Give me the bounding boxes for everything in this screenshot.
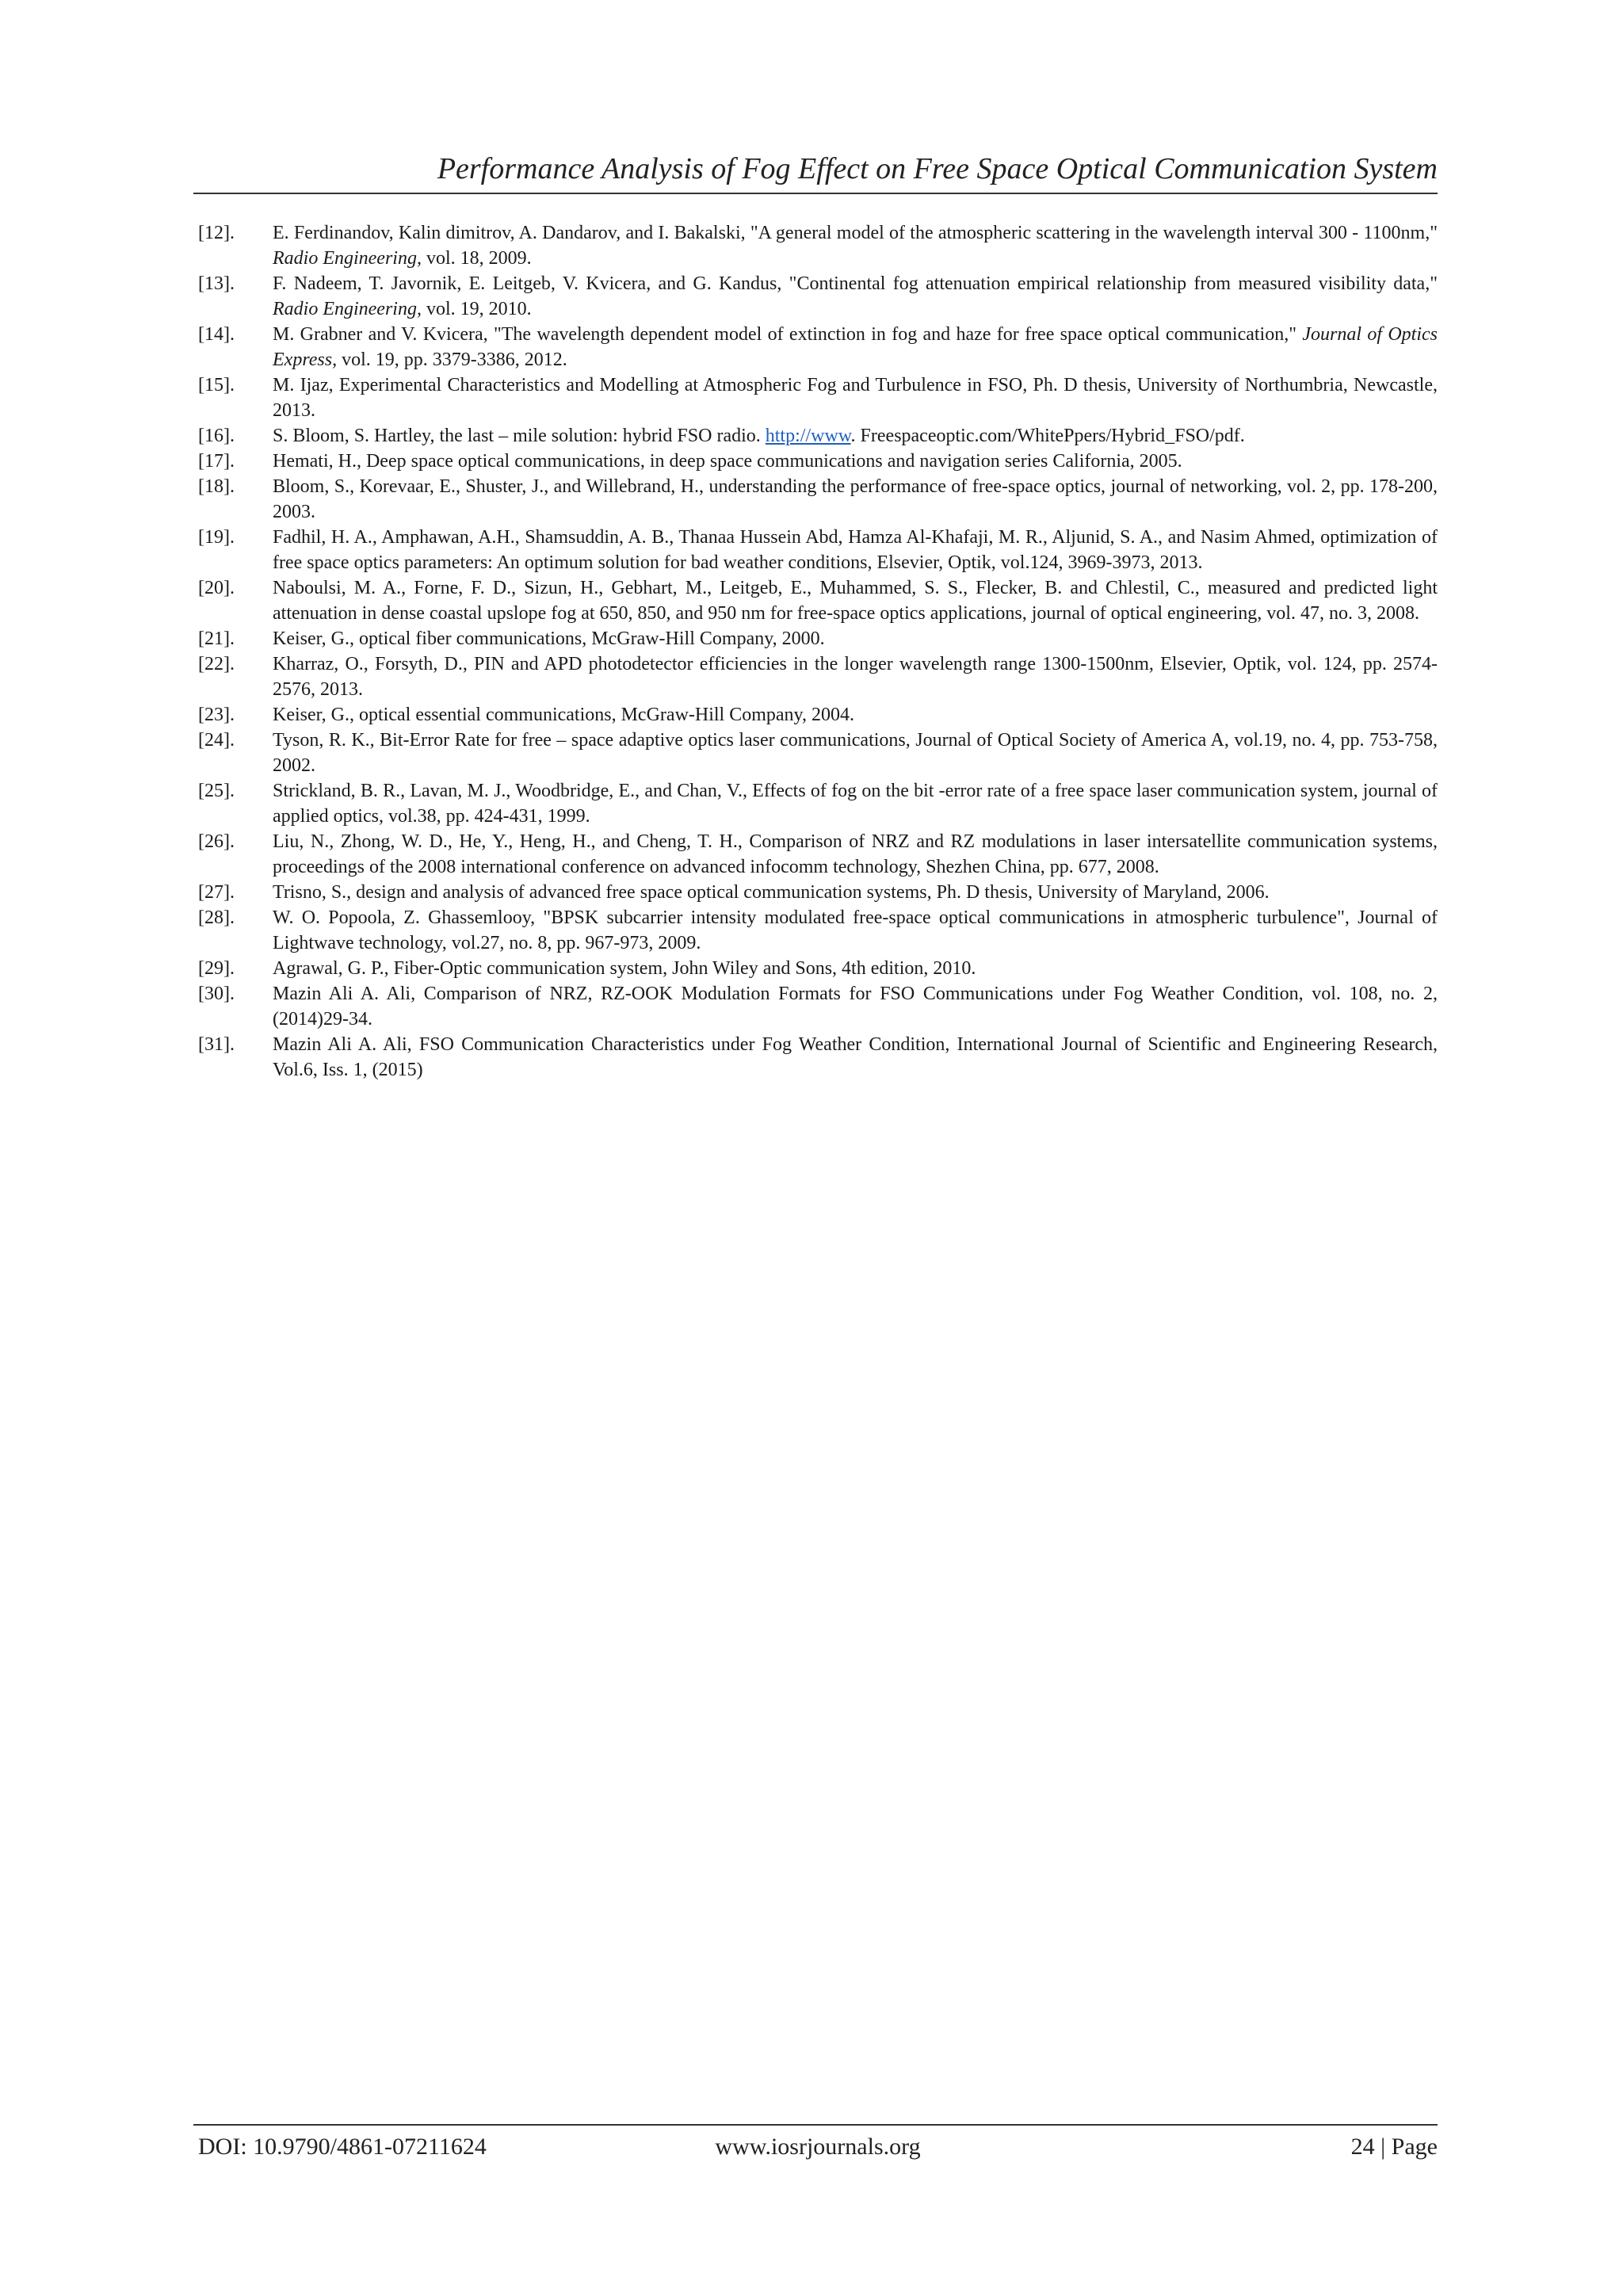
- reference-number: [12].: [198, 223, 235, 243]
- reference-number: [17].: [198, 451, 235, 472]
- reference-text-segment: Kharraz, O., Forsyth, D., PIN and APD photodetector efficiencies in the longer wavelength range 1300-1500nm, Elsevier, Optik, vol. 124, pp. 2574-2576, 2013.: [273, 654, 1438, 700]
- reference-number: [14].: [198, 324, 235, 345]
- reference-text: [273, 882, 1270, 903]
- reference-number: [21].: [198, 628, 235, 649]
- reference-link[interactable]: http://www: [765, 426, 851, 446]
- reference-item: [198, 575, 1438, 626]
- reference-text: [273, 831, 1438, 877]
- reference-text-segment: Keiser, G., optical essential communications, McGraw-Hill Company, 2004.: [273, 705, 854, 725]
- footer-divider: [193, 2124, 1438, 2126]
- reference-item: [198, 702, 1438, 728]
- reference-item: [198, 322, 1438, 372]
- reference-item: [198, 271, 1438, 322]
- reference-number: [23].: [198, 705, 235, 725]
- reference-text: [273, 984, 1438, 1030]
- reference-text-segment: E. Ferdinandov, Kalin dimitrov, A. Dandarov, and I. Bakalski, "A general model of the atmospheric scattering in the wavelength interval 300 - 1100nm,": [273, 223, 1438, 243]
- reference-source-title: Radio Engineering,: [273, 248, 422, 269]
- reference-text-segment: Agrawal, G. P., Fiber-Optic communication system, John Wiley and Sons, 4th edition, 2010.: [273, 958, 976, 979]
- reference-item: [198, 778, 1438, 829]
- reference-number: [24].: [198, 730, 235, 751]
- reference-text-segment: Naboulsi, M. A., Forne, F. D., Sizun, H., Gebhart, M., Leitgeb, E., Muhammed, S. S., Flecker, B. and Chlestil, C., measured and predicted light attenuation in dense coastal upslope fog at 650, 850, and 950 nm for free-space optics applications, journal of optical engineering, vol. 47, no. 3, 2008.: [273, 578, 1438, 624]
- reference-source-title: Radio Engineering,: [273, 299, 422, 319]
- reference-text-segment: . Freespaceoptic.com/WhitePpers/Hybrid_FSO/pdf.: [850, 426, 1245, 446]
- reference-text: [273, 426, 1245, 446]
- reference-item: [198, 728, 1438, 778]
- reference-number: [18].: [198, 476, 235, 497]
- reference-text-segment: M. Grabner and V. Kvicera, "The wavelength dependent model of extinction in fog and haze for free space optical communication,": [273, 324, 1303, 345]
- reference-item: [198, 525, 1438, 575]
- reference-text-segment: Fadhil, H. A., Amphawan, A.H., Shamsuddin, A. B., Thanaa Hussein Abd, Hamza Al-Khafaji, M. R., Aljunid, S. A., and Nasim Ahmed, optimization of free space optics parameters: An optimum solution for bad weather conditions, Elsevier, Optik, vol.124, 3969-3973, 2013.: [273, 527, 1438, 573]
- reference-text-segment: vol. 18, 2009.: [421, 248, 532, 269]
- reference-text-segment: Liu, N., Zhong, W. D., He, Y., Heng, H., and Cheng, T. H., Comparison of NRZ and RZ modulations in laser intersatellite communication systems, proceedings of the 2008 international conference on advanced infocomm technology, Shezhen China, pp. 677, 2008.: [273, 831, 1438, 877]
- reference-text-segment: Keiser, G., optical fiber communications, McGraw-Hill Company, 2000.: [273, 628, 825, 649]
- reference-text: [273, 451, 1182, 472]
- reference-text: [273, 705, 854, 725]
- reference-number: [25].: [198, 781, 235, 801]
- reference-number: [27].: [198, 882, 235, 903]
- reference-item: [198, 474, 1438, 525]
- reference-text: [273, 223, 1438, 269]
- reference-item: [198, 981, 1438, 1032]
- reference-number: [22].: [198, 654, 235, 674]
- reference-text: [273, 527, 1438, 573]
- reference-text-segment: Hemati, H., Deep space optical communications, in deep space communications and navigation series California, 2005.: [273, 451, 1182, 472]
- reference-text-segment: Mazin Ali A. Ali, FSO Communication Characteristics under Fog Weather Condition, International Journal of Scientific and Engineering Research, Vol.6, Iss. 1, (2015): [273, 1034, 1438, 1080]
- reference-text-segment: vol. 19, 2010.: [421, 299, 532, 319]
- footer-journal-site: www.iosrjournals.org: [715, 2134, 921, 2160]
- reference-item: [198, 829, 1438, 880]
- reference-number: [19].: [198, 527, 235, 548]
- reference-text-segment: S. Bloom, S. Hartley, the last – mile solution: hybrid FSO radio.: [273, 426, 766, 446]
- reference-item: [198, 905, 1438, 956]
- reference-text-segment: Tyson, R. K., Bit-Error Rate for free – space adaptive optics laser communications, Journal of Optical Society of America A, vol.19, no. 4, pp. 753-758, 2002.: [273, 730, 1438, 776]
- reference-source-title: Journal of Optics Express,: [273, 324, 1438, 370]
- reference-text-segment: vol. 19, pp. 3379-3386, 2012.: [337, 350, 567, 370]
- reference-text-segment: W. O. Popoola, Z. Ghassemlooy, "BPSK subcarrier intensity modulated free-space optical communications in atmospheric turbulence", Journal of Lightwave technology, vol.27, no. 8, pp. 967-973, 2009.: [273, 907, 1438, 953]
- reference-text: [273, 958, 976, 979]
- reference-text: [273, 730, 1438, 776]
- reference-number: [28].: [198, 907, 235, 928]
- reference-item: [198, 626, 1438, 651]
- reference-item: [198, 1032, 1438, 1083]
- reference-text-segment: M. Ijaz, Experimental Characteristics and Modelling at Atmospheric Fog and Turbulence in FSO, Ph. D thesis, University of Northumbria, Newcastle, 2013.: [273, 375, 1438, 421]
- footer-page-number: 24 | Page: [1350, 2134, 1438, 2160]
- reference-text: [273, 781, 1438, 827]
- reference-text-segment: F. Nadeem, T. Javornik, E. Leitgeb, V. Kvicera, and G. Kandus, "Continental fog attenuation empirical relationship from measured visibility data,": [273, 273, 1438, 294]
- reference-number: [13].: [198, 273, 235, 294]
- reference-item: [198, 880, 1438, 905]
- reference-number: [26].: [198, 831, 235, 852]
- header-divider: [193, 193, 1438, 194]
- reference-number: [31].: [198, 1034, 235, 1055]
- reference-number: [29].: [198, 958, 235, 979]
- reference-text: [273, 476, 1438, 522]
- reference-list: [198, 220, 1438, 1083]
- reference-text: [273, 1034, 1438, 1080]
- reference-text: [273, 628, 825, 649]
- reference-number: [16].: [198, 426, 235, 446]
- reference-text-segment: Mazin Ali A. Ali, Comparison of NRZ, RZ-OOK Modulation Formats for FSO Communications under Fog Weather Condition, vol. 108, no. 2, (2014)29-34.: [273, 984, 1438, 1030]
- reference-item: [198, 956, 1438, 981]
- reference-number: [20].: [198, 578, 235, 598]
- reference-text: [273, 907, 1438, 953]
- reference-item: [198, 651, 1438, 702]
- running-header-title: Performance Analysis of Fog Effect on Free Space Optical Communication System: [437, 152, 1438, 185]
- reference-text: [273, 654, 1438, 700]
- reference-number: [15].: [198, 375, 235, 395]
- reference-item: [198, 220, 1438, 271]
- reference-text-segment: Strickland, B. R., Lavan, M. J., Woodbridge, E., and Chan, V., Effects of fog on the bit -error rate of a free space laser communication system, journal of applied optics, vol.38, pp. 424-431, 1999.: [273, 781, 1438, 827]
- reference-text: [273, 273, 1438, 319]
- reference-text-segment: Bloom, S., Korevaar, E., Shuster, J., and Willebrand, H., understanding the performance of free-space optics, journal of networking, vol. 2, pp. 178-200, 2003.: [273, 476, 1438, 522]
- reference-item: [198, 423, 1438, 449]
- reference-text-segment: Trisno, S., design and analysis of advanced free space optical communication systems, Ph. D thesis, University of Maryland, 2006.: [273, 882, 1270, 903]
- reference-text: [273, 578, 1438, 624]
- reference-item: [198, 449, 1438, 474]
- page-footer: [198, 2129, 1438, 2165]
- reference-text: [273, 324, 1438, 370]
- footer-doi: DOI: 10.9790/4861-07211624: [198, 2134, 487, 2160]
- reference-item: [198, 372, 1438, 423]
- reference-text: [273, 375, 1438, 421]
- reference-number: [30].: [198, 984, 235, 1004]
